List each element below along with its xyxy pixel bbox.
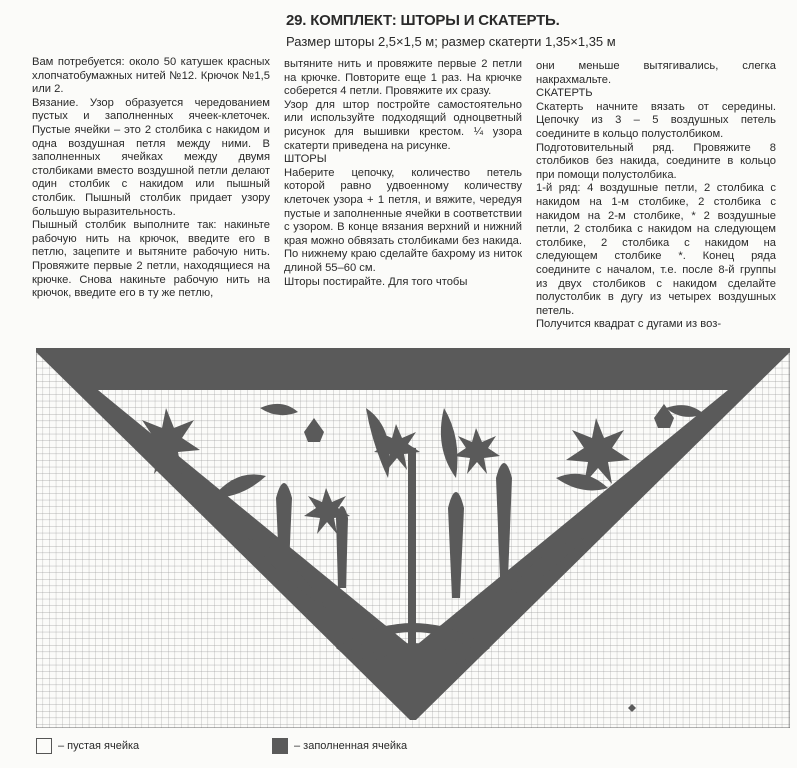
puff-stitch-paragraph: Пышный столбик выполните так: накиньте рабочую нить на крючок, введите его в петлю, зацепите и вытяните рабочую нить. Провяжите первые 2 петли, находящиеся на крючке. Снова накиньте рабочую нить на крючок, введите его в ту же петлю, [32, 219, 270, 300]
page-title: 29. КОМПЛЕКТ: ШТОРЫ И СКАТЕРТЬ. [286, 12, 560, 29]
legend-empty [36, 738, 139, 754]
text-column-2 [284, 58, 522, 289]
curtains-wash-paragraph: Шторы постирайте. Для того чтобы [284, 275, 468, 288]
text-column-1 [32, 56, 270, 301]
curtains-paragraph: Наберите цепочку, количество петель которой равно удвоенному количеству клеточек узора + 1 петля, и вяжите, чередуя пустые и заполненные ячейки в соответствии с узором. В конце вязания верхний и нижний края можно обвязать столбиками без накида. По нижнему краю сделайте бахрому из ниток длиной 55–60 см. [284, 166, 522, 274]
page-subtitle: Размер шторы 2,5×1,5 м; размер скатерти 1,35×1,35 м [286, 34, 616, 49]
curtains-heading: ШТОРЫ [284, 153, 327, 166]
materials-paragraph: Вам потребуется: около 50 катушек красных хлопчатобумажных нитей №12. Крючок №1,5 или 2. [32, 56, 270, 96]
tablecloth-start-paragraph: Скатерть начните вязать от середины. Цепочку из 3 – 5 воздушных петель соедините в кольцо полустолбиком. [536, 100, 776, 140]
tablecloth-heading: СКАТЕРТЬ [536, 87, 593, 100]
row1-end-paragraph: Получится квадрат с дугами из воз- [536, 318, 722, 331]
legend-empty-label: – пустая ячейка [58, 740, 140, 752]
text-column-3 [536, 60, 776, 332]
legend-filled-label: – заполненная ячейка [294, 740, 408, 752]
filled-cell-icon [272, 738, 288, 754]
filet-crochet-chart [36, 348, 790, 728]
legend-filled [272, 738, 407, 754]
knitting-paragraph: Вязание. Узор образуется чередованием пустых и заполненных ячеек-клеточек. Пустые ячейки – это 2 столбика с накидом и одна воздушная петля между ними. В заполненных ячейках между двумя столбиками вместо воздушной петли делают один столбик с накидом или пышный столбик. Пышный столбик придает узору большую выразительность. [32, 96, 270, 218]
pattern-paragraph: Узор для штор постройте самостоятельно или используйте подходящий одноцветный рисунок для вышивки крестом. ¼ узора скатерти приведена на рисунке. [284, 98, 522, 152]
starch-paragraph: они меньше вытягивались, слегка накрахмальте. [536, 60, 776, 86]
prep-row-paragraph: Подготовительный ряд. Провяжите 8 столбиков без накида, соедините в кольцо при помощи полустолбика. [536, 141, 776, 181]
puff-stitch-cont-paragraph: вытяните нить и провяжите первые 2 петли на крючке. Повторите еще 1 раз. На крючке соберется 4 петли. Провяжите их сразу. [284, 58, 522, 98]
row1-paragraph: 1-й ряд: 4 воздушные петли, 2 столбика с накидом на 1-м столбике, 2 столбика с накидом на 2-м столбике, * 2 воздушные петли, 2 столбика с накидом на следующем столбике, 2 столбика с накидом на следующем столбике *. Конец ряда соедините с началом, т.е. после 8-й группы из двух столбиков с накидом сделайте полустолбик в дугу из четырех воздушных петель. [536, 182, 776, 317]
empty-cell-icon [36, 738, 52, 754]
